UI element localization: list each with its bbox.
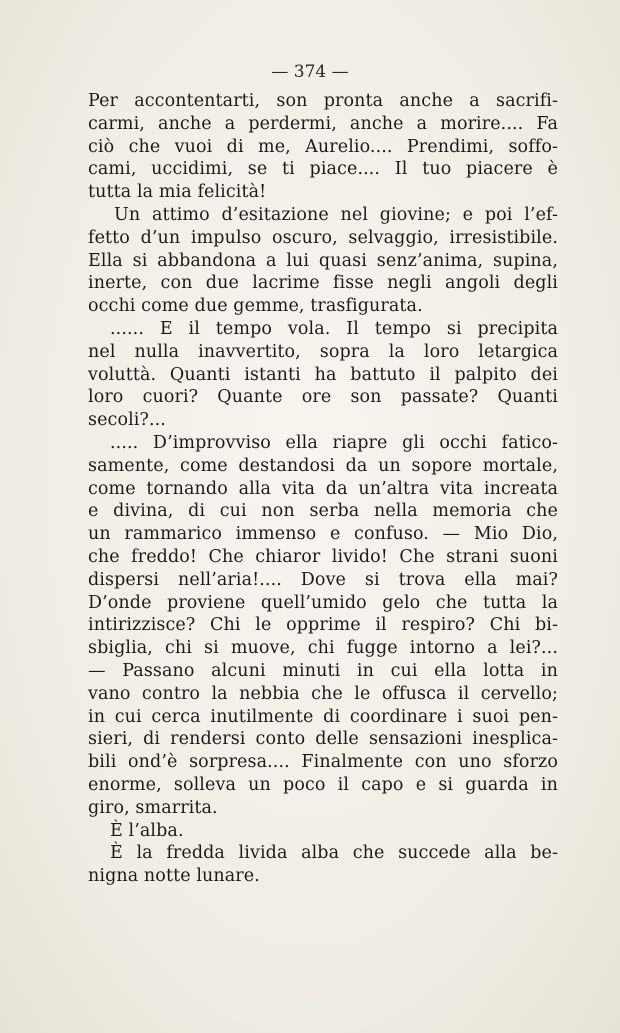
text-line: come tornando alla vita da un’altra vita increata — [88, 478, 558, 499]
text-line: samente, come destandosi da un sopore mortale, — [88, 455, 558, 476]
text-line: È l’alba. — [110, 820, 184, 841]
text-line: e divina, di cui non serba nella memoria che — [88, 501, 558, 522]
page-number: — 374 — — [271, 62, 349, 82]
text-line: bili ond’è sorpresa.... Finalmente con uno sforzo — [88, 752, 558, 773]
text-line: occhi come due gemme, trasfigurata. — [88, 296, 423, 317]
text-line: Per accontentarti, son pronta anche a sacrifi- — [88, 91, 558, 111]
text-line: loro cuori? Quante ore son passate? Quanti — [88, 387, 558, 408]
text-line: intirizzisce? Chi le opprime il respiro? Chi bi- — [88, 615, 558, 636]
text-line: nigna notte lunare. — [88, 866, 260, 887]
text-line: in cui cerca inutilmente di coordinare i suoi pen- — [88, 706, 558, 727]
body-text — [88, 90, 558, 888]
text-line: che freddo! Che chiaror livido! Che strani suoni — [88, 546, 558, 567]
text-line: D’onde proviene quell’umido gelo che tutta la — [88, 592, 558, 613]
text-line: fetto d’un impulso oscuro, selvaggio, irresistibile. — [88, 227, 558, 248]
text-line: Un attimo d’esitazione nel giovine; e poi l’ef- — [114, 204, 558, 225]
text-line: sieri, di rendersi conto delle sensazioni inesplica- — [88, 729, 558, 750]
text-line: cami, uccidimi, se ti piace.... Il tuo piacere è — [88, 159, 558, 180]
text-line: — Passano alcuni minuti in cui ella lotta in — [88, 660, 558, 681]
text-line: sbiglia, chi si muove, chi fugge intorno a lei?... — [88, 638, 558, 659]
text-line: inerte, con due lacrime fisse negli angoli degli — [88, 273, 558, 294]
text-line: carmi, anche a perdermi, anche a morire.... Fa — [88, 113, 558, 134]
text-line: nel nulla inavvertito, sopra la loro letargica — [88, 341, 558, 362]
text-line: ciò che vuoi di me, Aurelio.... Prendimi, soffo- — [88, 136, 558, 157]
text-line: secoli?... — [88, 410, 166, 431]
text-line: voluttà. Quanti istanti ha battuto il palpito dei — [88, 364, 558, 385]
text-line: vano contro la nebbia che le offusca il cervello; — [88, 683, 558, 704]
text-line: tutta la mia felicità! — [88, 182, 267, 203]
text-line: ..... D’improvviso ella riapre gli occhi fatico- — [110, 432, 558, 453]
text-line: enorme, solleva un poco il capo e si guarda in — [88, 774, 558, 795]
text-line: ...... E il tempo vola. Il tempo si precipita — [110, 318, 558, 339]
text-line: Ella si abbandona a lui quasi senz’anima, supina, — [88, 250, 558, 271]
text-line: un rammarico immenso e confuso. — Mio Dio, — [88, 524, 558, 545]
text-line: giro, smarrita. — [88, 797, 218, 818]
text-line: dispersi nell’aria!.... Dove si trova ella mai? — [88, 569, 558, 590]
text-line: È la fredda livida alba che succede alla be- — [110, 843, 558, 864]
